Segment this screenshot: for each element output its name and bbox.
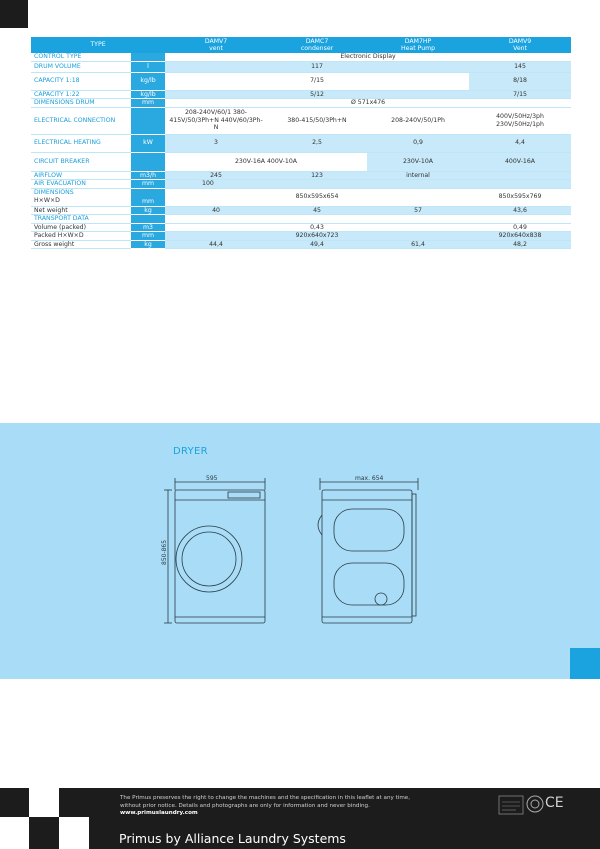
type-header: TYPE (31, 37, 165, 53)
corner-block (0, 0, 28, 28)
row-label: Packed H×W×D (31, 232, 131, 241)
row-label: CAPACITY 1:22 (31, 90, 131, 99)
table-row (31, 240, 571, 249)
row-unit: kW (131, 134, 165, 152)
dryer-section (0, 423, 600, 679)
width-dimension: 595 (206, 475, 218, 482)
cell: 43,6 (469, 206, 571, 215)
table-row (31, 206, 571, 215)
cell: 123 (267, 171, 367, 180)
cell: 3 (165, 134, 267, 152)
cell: 208-240V/60/1 380-415V/50/3Ph+N 440V/60/3Ph-N (165, 107, 267, 134)
table-row (31, 134, 571, 152)
model-header: DAMV9 Vent (469, 37, 571, 53)
row-unit: m3/h (131, 171, 165, 180)
height-dimension: 850-865 (161, 539, 168, 565)
cell: 400V-16A (469, 152, 571, 171)
website-link[interactable]: www.primuslaundry.com (120, 810, 198, 817)
cell: 49,4 (267, 240, 367, 249)
cell: 850x595x654 (165, 188, 469, 206)
cell: 0,43 (165, 223, 469, 232)
dryer-technical-drawing (0, 423, 600, 679)
row-unit (131, 53, 165, 61)
certificate-badge-icon (498, 795, 524, 815)
table-row (31, 99, 571, 108)
footer-disclaimer (120, 795, 410, 818)
row-unit: l (131, 61, 165, 72)
table-row (31, 61, 571, 72)
row-label: CONTROL TYPE (31, 53, 131, 61)
row-unit: kg (131, 240, 165, 249)
ce-mark-icon: CE (545, 795, 564, 811)
cell: 8/18 (469, 72, 571, 90)
disclaimer-line: without prior notice. Details and photographs are only for information and never binding. (120, 802, 370, 809)
cell: 100 (165, 180, 267, 189)
cell: 45 (267, 206, 367, 215)
checker-square (29, 788, 59, 817)
table-row (31, 232, 571, 241)
table-row (31, 171, 571, 180)
cell: 7/15 (165, 72, 469, 90)
table-row (31, 180, 571, 189)
cell (165, 215, 571, 224)
row-label: AIRFLOW (31, 171, 131, 180)
row-label: DRUM VOLUME (31, 61, 131, 72)
disclaimer-line: The Primus preserves the right to change the machines and the specification in this leaflet at any time, (120, 795, 411, 801)
cell: Ø 571x476 (165, 99, 571, 108)
row-label: Gross weight (31, 240, 131, 249)
row-label: ELECTRICAL HEATING (31, 134, 131, 152)
cell: 208-240V/50/1Ph (367, 107, 469, 134)
table-row (31, 223, 571, 232)
cell: 5/12 (165, 90, 469, 99)
row-unit: m3 (131, 223, 165, 232)
model-header: DAMC7 condenser (267, 37, 367, 53)
row-label: Volume (packed) (31, 223, 131, 232)
side-tab (570, 648, 600, 679)
row-unit: mm (131, 99, 165, 108)
cell: 0,9 (367, 134, 469, 152)
row-label: DIMENSIONS DRUM (31, 99, 131, 108)
cell: Electronic Display (165, 53, 571, 61)
cell: 920x640x838 (469, 232, 571, 241)
row-unit: kg/lb (131, 72, 165, 90)
cell: 145 (469, 61, 571, 72)
row-unit (131, 215, 165, 224)
table-header-row (31, 37, 571, 53)
row-unit (131, 107, 165, 134)
row-unit: mm (131, 232, 165, 241)
row-unit: kg (131, 206, 165, 215)
row-label: Net weight (31, 206, 131, 215)
dimensions-label: DIMENSIONS (34, 189, 74, 196)
row-label: AIR EVACUATION (31, 180, 131, 189)
cell: 920x640x723 (165, 232, 469, 241)
cell: 230V-16A 400V-10A (165, 152, 367, 171)
cell: 2,5 (267, 134, 367, 152)
cell (367, 180, 469, 189)
depth-dimension: max. 654 (355, 475, 384, 482)
table-row (31, 72, 571, 90)
cell: 230V-10A (367, 152, 469, 171)
cell: 57 (367, 206, 469, 215)
checker-square (59, 817, 89, 849)
cell: 40 (165, 206, 267, 215)
recycle-badge-icon (526, 794, 544, 814)
cell: 117 (165, 61, 469, 72)
brand-name: Primus by Alliance Laundry Systems (119, 831, 346, 846)
table-row (31, 152, 571, 171)
table-row (31, 107, 571, 134)
cell: 7/15 (469, 90, 571, 99)
cell: 48,2 (469, 240, 571, 249)
table-row (31, 90, 571, 99)
dimensions-sub-label: H×W×D (34, 197, 60, 204)
checker-square (0, 817, 29, 849)
model-header: DAM7HP Heat Pump (367, 37, 469, 53)
row-unit: mm (131, 188, 165, 206)
cell: internal (367, 171, 469, 180)
cell (267, 180, 367, 189)
row-label: CIRCUIT BREAKER (31, 152, 131, 171)
table-row (31, 188, 571, 206)
cell: 0,49 (469, 223, 571, 232)
cell: 380-415/50/3Ph+N (267, 107, 367, 134)
row-label (31, 188, 131, 206)
cell: 4,4 (469, 134, 571, 152)
row-label: TRANSPORT DATA (31, 215, 131, 224)
model-header: DAMV7 vent (165, 37, 267, 53)
row-unit: kg/lb (131, 90, 165, 99)
cell (469, 180, 571, 189)
row-label: CAPACITY 1:18 (31, 72, 131, 90)
cell: 44,4 (165, 240, 267, 249)
spec-table (31, 37, 571, 249)
cell: 61,4 (367, 240, 469, 249)
table-row (31, 215, 571, 224)
row-unit (131, 152, 165, 171)
cell: 850x595x769 (469, 188, 571, 206)
footer (0, 788, 600, 849)
cell: 245 (165, 171, 267, 180)
row-unit: mm (131, 180, 165, 189)
cell (469, 171, 571, 180)
row-label: ELECTRICAL CONNECTION (31, 107, 131, 134)
dryer-title: DRYER (173, 446, 208, 457)
table-row (31, 53, 571, 61)
cell: 400V/50Hz/3ph 230V/50Hz/1ph (469, 107, 571, 134)
